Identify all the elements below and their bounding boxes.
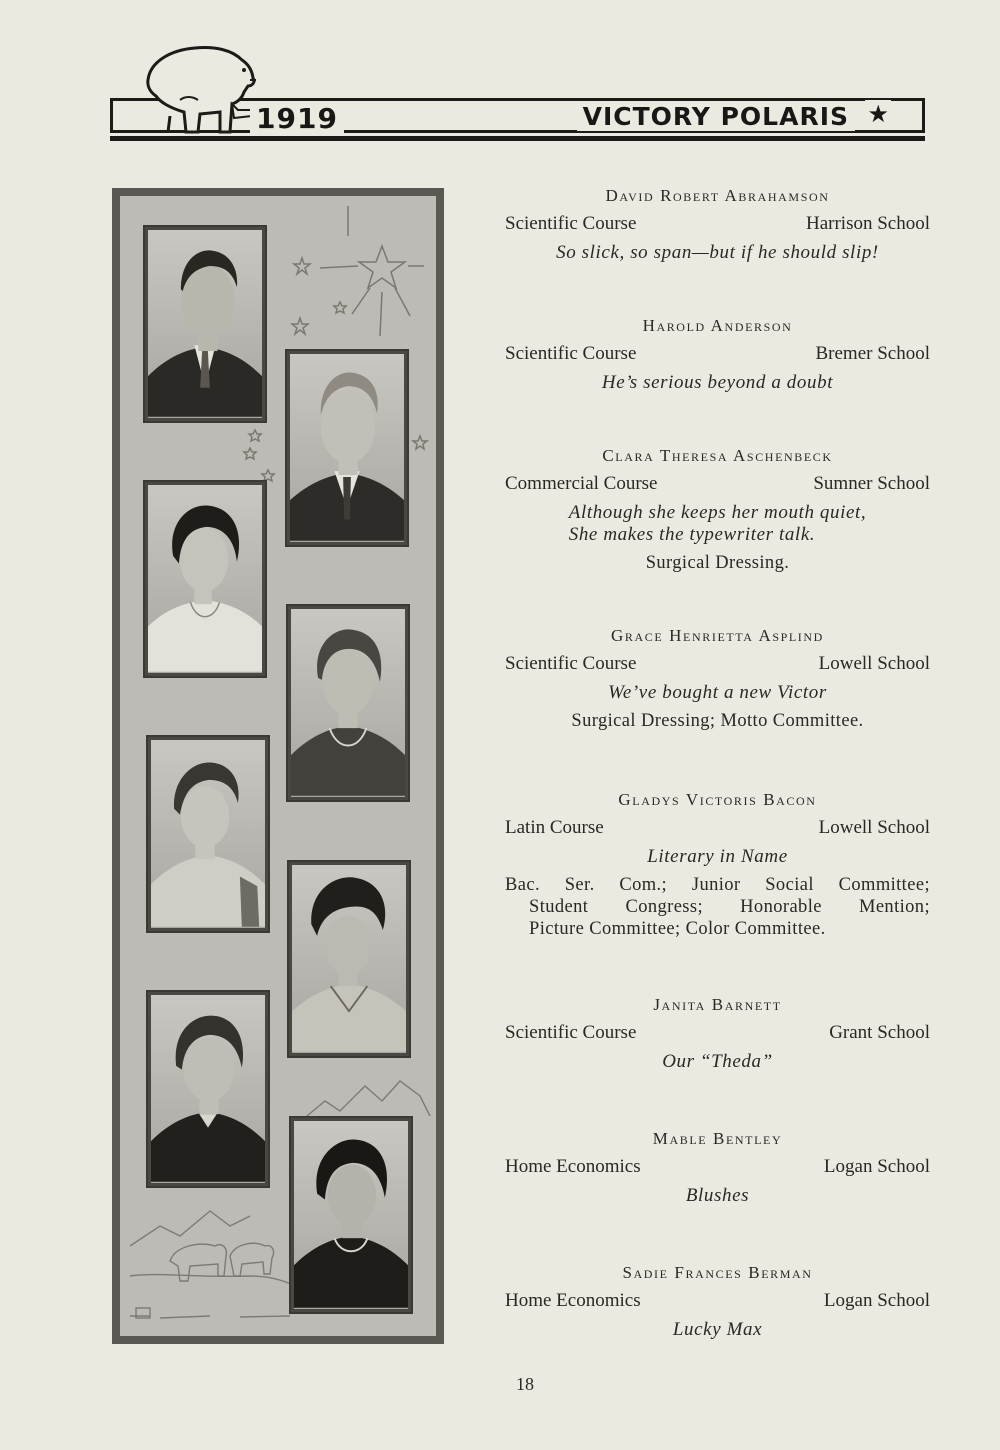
student-course: Scientific Course — [505, 343, 637, 364]
decorative-star-icon — [294, 258, 310, 274]
student-school: Grant School — [829, 1022, 930, 1043]
student-name: David Robert Abrahamson — [605, 186, 830, 205]
student-entry — [505, 622, 930, 732]
portrait-panel-background — [120, 196, 436, 1336]
student-school: Lowell School — [818, 817, 930, 838]
student-activities: Surgical Dressing; Motto Committee. — [571, 711, 864, 731]
student-entry — [505, 182, 930, 264]
student-name: Janita Barnett — [653, 995, 782, 1014]
student-school: Harrison School — [805, 213, 930, 234]
student-motto-block — [569, 502, 867, 546]
course-school-line — [505, 470, 930, 498]
decorative-star-icon — [334, 302, 346, 313]
portrait-sadie-frances-berman — [294, 1121, 408, 1309]
portrait-janita-barnett — [292, 865, 406, 1053]
course-school-line — [505, 814, 930, 842]
student-entry — [505, 786, 930, 940]
student-school: Bremer School — [815, 343, 930, 364]
student-entry — [505, 312, 930, 394]
portrait-clara-theresa-aschenbeck — [148, 485, 262, 673]
student-activities: Surgical Dressing. — [645, 553, 790, 573]
student-activities-line: Picture Committee; Color Committee. — [529, 919, 826, 939]
portrait-photo — [146, 990, 270, 1188]
portrait-photo — [287, 860, 411, 1058]
student-entry — [505, 442, 930, 574]
student-motto: So slick, so span—but if he should slip! — [556, 242, 879, 263]
portrait-photo — [143, 225, 267, 423]
portrait-photo — [285, 349, 409, 547]
decorative-star-icon — [244, 448, 256, 459]
student-school: Lowell School — [818, 653, 930, 674]
header-rule-left — [110, 98, 113, 133]
portrait-panel — [112, 188, 444, 1344]
course-school-line — [505, 210, 930, 238]
student-motto: Literary in Name — [647, 846, 788, 867]
student-activities-line: Bac. Ser. Com.; Junior Social Committee; — [505, 875, 930, 895]
student-course: Home Economics — [505, 1290, 641, 1311]
portrait-grace-henrietta-asplind — [291, 609, 405, 797]
student-name: Mable Bentley — [652, 1129, 783, 1148]
star-icon: ★ — [867, 100, 889, 128]
page-number: 18 — [516, 1374, 534, 1394]
publication-title: VICTORY POLARIS — [577, 102, 855, 131]
portrait-gladys-victoris-bacon — [151, 740, 265, 928]
course-school-line — [505, 1153, 930, 1181]
decorative-star-icon — [413, 436, 427, 449]
course-school-line — [505, 1019, 930, 1047]
decorative-star-icon — [359, 246, 405, 288]
portrait-photo — [286, 604, 410, 802]
student-entry — [505, 991, 930, 1073]
decorative-star-icon — [292, 318, 308, 334]
yearbook-year: 1919 — [250, 102, 344, 135]
portrait-photo — [289, 1116, 413, 1314]
portrait-mable-bentley — [151, 995, 265, 1183]
student-course: Scientific Course — [505, 653, 637, 674]
student-course: Commercial Course — [505, 473, 658, 494]
student-name: Sadie Frances Berman — [622, 1263, 813, 1282]
student-name: Clara Theresa Aschenbeck — [602, 446, 833, 465]
student-school: Logan School — [823, 1290, 930, 1311]
student-motto: Blushes — [685, 1185, 750, 1206]
student-motto-line: Although she keeps her mouth quiet, — [568, 502, 867, 523]
course-school-line — [505, 1287, 930, 1315]
student-name: Harold Anderson — [642, 316, 793, 335]
student-entry — [505, 1125, 930, 1207]
student-motto: He’s serious beyond a doubt — [601, 372, 834, 393]
portrait-photo — [146, 735, 270, 933]
course-school-line — [505, 340, 930, 368]
student-activities-line: Student Congress; Honorable Mention; — [529, 897, 930, 917]
student-entry — [505, 1259, 930, 1341]
student-motto: Our “Theda” — [662, 1051, 773, 1072]
student-name: Gladys Victoris Bacon — [618, 790, 817, 809]
portrait-harold-anderson — [290, 354, 404, 542]
student-name: Grace Henrietta Asplind — [611, 626, 824, 645]
portrait-photo — [143, 480, 267, 678]
student-course: Home Economics — [505, 1156, 641, 1177]
portrait-david-robert-abrahamson — [148, 230, 262, 418]
student-motto-line: She makes the typewriter talk. — [568, 524, 816, 545]
student-motto: Lucky Max — [672, 1319, 763, 1340]
student-school: Logan School — [823, 1156, 930, 1177]
student-course: Scientific Course — [505, 1022, 637, 1043]
student-motto: We’ve bought a new Victor — [608, 682, 827, 703]
page-header — [110, 40, 925, 150]
student-school: Sumner School — [813, 473, 930, 494]
student-course: Scientific Course — [505, 213, 637, 234]
header-rule-right — [922, 98, 925, 133]
student-course: Latin Course — [505, 817, 604, 838]
course-school-line — [505, 650, 930, 678]
decorative-star-icon — [249, 430, 261, 441]
